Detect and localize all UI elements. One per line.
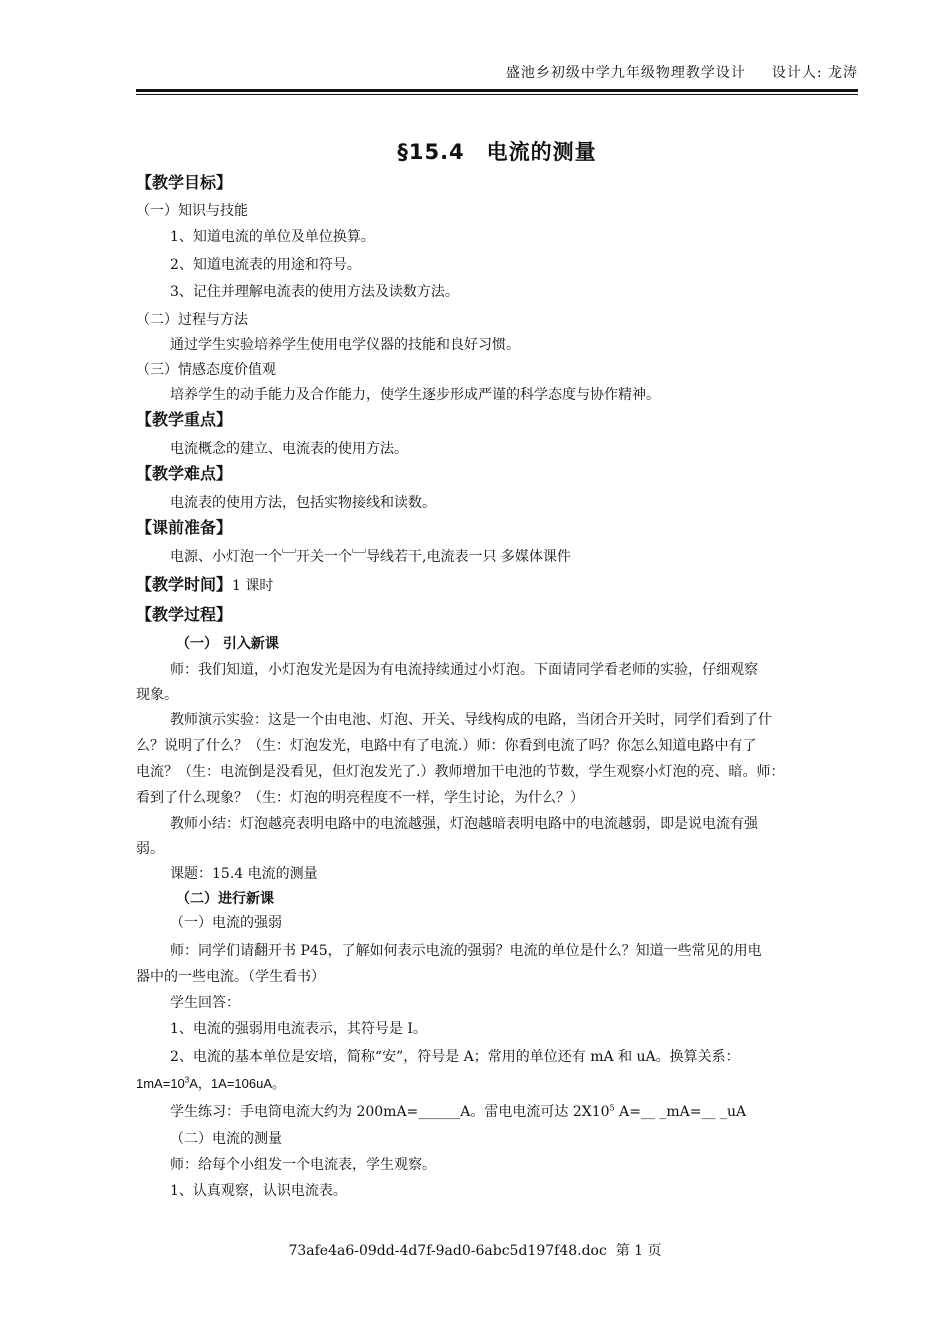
p1-line-b3: 电流？（生：电流倒是没看见，但灯泡发光了.）教师增加干电池的节数，学生观察小灯泡的亮、暗。师：: [136, 764, 785, 780]
header-rule-thin: [136, 94, 858, 95]
time-text: 1 课时: [232, 578, 274, 594]
goal-item-1: 1、知道电流的单位及单位换算。: [170, 229, 375, 245]
p2-line-f: 师：给每个小组发一个电流表，学生观察。: [170, 1157, 436, 1173]
p2-line-d1: 2、电流的基本单位是安培，简称“安”，符号是 A；常用的单位还有 mA 和 uA。换算关系：: [170, 1049, 740, 1065]
time-row: [136, 576, 858, 595]
p2-d2-exp: 3: [184, 1075, 190, 1085]
p1-line-c1: 教师小结：灯泡越亮表明电路中的电流越强，灯泡越暗表明电路中的电流越弱，即是说电流有强: [170, 816, 758, 832]
time-heading: 【教学时间】: [136, 575, 233, 594]
p1-line-a2: 现象。: [136, 687, 178, 703]
p2-line-e: [170, 1103, 858, 1121]
p2-d2-post: A，1A=106uA。: [189, 1076, 286, 1091]
p2-d2-pre: 1mA=10: [136, 1076, 185, 1091]
p2-sub-2: （二）电流的测量: [170, 1131, 282, 1147]
p1-line-a1: 师：我们知道，小灯泡发光是因为有电流持续通过小灯泡。下面请同学看老师的实验，仔细观察: [170, 662, 758, 678]
part2-title: （二）进行新课: [176, 891, 274, 907]
page-header: [136, 62, 858, 82]
p2-line-a1: 师：同学们请翻开书 P45，了解如何表示电流的强弱？电流的单位是什么？知道一些常见的用电: [170, 943, 762, 959]
p1-line-b2: 么？说明了什么？（生：灯泡发光，电路中有了电流.）师：你看到电流了吗？你怎么知道电路中有了: [136, 738, 757, 754]
process-heading: 【教学过程】: [136, 605, 233, 624]
key-text: 电流概念的建立、电流表的使用方法。: [170, 441, 408, 457]
header-rule-thick: [136, 89, 858, 92]
page-footer: [0, 1240, 950, 1260]
difficult-text: 电流表的使用方法，包括实物接线和读数。: [170, 495, 436, 511]
difficult-heading: 【教学难点】: [136, 464, 233, 483]
goals-sub-3: （三）情感态度价值观: [136, 362, 276, 378]
p2-e-pre: 学生练习：手电筒电流大约为 200mA=______A。雷电电流可达 2X10: [170, 1104, 610, 1120]
p2-line-b: 学生回答：: [170, 995, 240, 1011]
goals-heading: 【教学目标】: [136, 173, 233, 192]
prep-text: 电源、小灯泡一个﹈开关一个﹈导线若干,电流表一只 多媒体课件: [170, 549, 571, 565]
p2-line-d2: [136, 1075, 858, 1093]
page-title: §15.4 电流的测量: [397, 140, 597, 164]
p1-line-c2: 弱。: [136, 841, 164, 857]
p2-line-g: 1、认真观察，认识电流表。: [170, 1183, 347, 1199]
goals-sub-2: （二）过程与方法: [136, 312, 248, 328]
p2-e-post: A=__ _mA=__ _uA: [614, 1104, 747, 1120]
p1-line-d: 课题：15.4 电流的测量: [170, 866, 318, 882]
prep-heading: 【课前准备】: [136, 518, 233, 537]
footer-doc-name: 73afe4a6-09dd-4d7f-9ad0-6abc5d197f48.doc: [288, 1243, 607, 1259]
header-designer: 设计人: 龙涛: [771, 65, 858, 81]
header-school: 盛池乡初级中学九年级物理教学设计: [505, 65, 746, 81]
footer-page-number: 第 1 页: [615, 1243, 662, 1259]
goal-item-3: 3、记住并理解电流表的使用方法及读数方法。: [170, 284, 459, 300]
p1-line-b1: 教师演示实验：这是一个由电池、灯泡、开关、导线构成的电路，当闭合开关时，同学们看到了什: [170, 712, 772, 728]
p2-sub-1: （一）电流的强弱: [170, 915, 282, 931]
goals-sub-1: （一）知识与技能: [136, 203, 248, 219]
key-heading: 【教学重点】: [136, 410, 233, 429]
p2-line-a2: 器中的一些电流。（学生看书）: [136, 969, 325, 985]
goals-text-3: 培养学生的动手能力及合作能力，使学生逐步形成严谨的科学态度与协作精神。: [170, 387, 660, 403]
goal-item-2: 2、知道电流表的用途和符号。: [170, 257, 361, 273]
part1-title: （一） 引入新课: [176, 636, 279, 652]
p2-line-c: 1、电流的强弱用电流表示，其符号是 I。: [170, 1021, 427, 1037]
goals-text-2: 通过学生实验培养学生使用电学仪器的技能和良好习惯。: [170, 337, 520, 353]
p2-e-exp: 5: [609, 1103, 615, 1113]
p1-line-b4: 看到了什么现象？（生：灯泡的明亮程度不一样，学生讨论，为什么？）: [136, 790, 584, 806]
